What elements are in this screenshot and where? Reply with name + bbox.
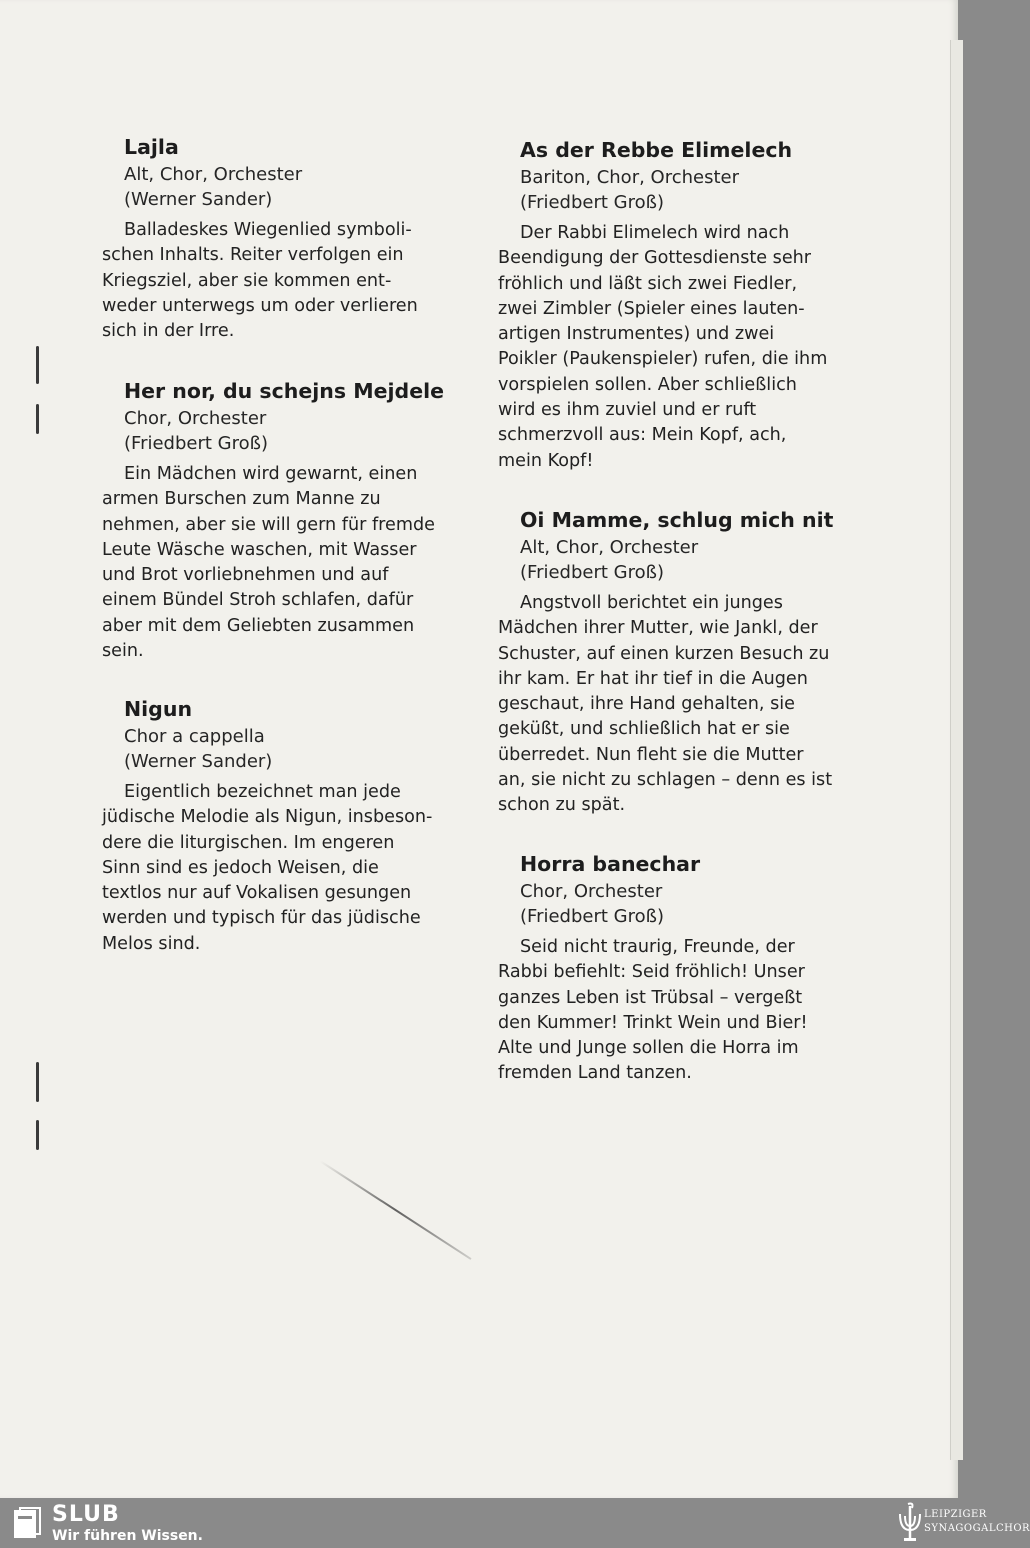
footer-bar <box>0 1498 1030 1548</box>
song-title: Lajla <box>124 135 179 159</box>
song-description: Der Rabbi Elimelech wird nach Beendigung der Gottesdienste sehr fröhlich und läßt sich zwei Fiedler, zwei Zimbler (Spieler eines lauten- artigen Instrumentes) und zwei Poikler (Paukenspieler) rufen, die ihm vorspielen sollen. Aber schließlich wird es ihm zuviel und er ruft schmerzvoll aus: Mein Kopf, ach, mein Kopf! <box>498 223 828 471</box>
choir-name-line2: SYNAGOGALCHOR <box>924 1523 1030 1534</box>
staple-mark <box>36 1120 39 1150</box>
song-description: Balladeskes Wiegenlied symboli- schen Inhalts. Reiter verfolgen ein Kriegsziel, aber sie kommen ent- weder unterwegs um oder verlieren sich in der Irre. <box>102 220 418 342</box>
song-title: Horra banechar <box>520 852 701 876</box>
song-entry <box>102 378 482 664</box>
choir-name <box>924 1508 1030 1536</box>
song-description: Seid nicht traurig, Freunde, der Rabbi befiehlt: Seid fröhlich! Unser ganzes Leben ist Trübsal – vergeßt den Kummer! Trinkt Wein und Bier! Alte und Junge sollen die Horra im fremden Land tanzen. <box>498 937 808 1084</box>
slub-book-icon[interactable] <box>12 1506 44 1540</box>
song-voices: Alt, Chor, Orchester <box>520 537 699 558</box>
song-entry <box>102 134 482 344</box>
song-entry <box>498 507 878 819</box>
menorah-icon <box>896 1502 924 1544</box>
song-arranger: (Friedbert Groß) <box>124 433 268 454</box>
song-arranger: (Friedbert Groß) <box>520 562 664 583</box>
song-arranger: (Friedbert Groß) <box>520 192 664 213</box>
song-entry <box>498 137 878 474</box>
song-voices: Chor a cappella <box>124 726 265 747</box>
staple-mark <box>36 1062 39 1102</box>
song-voices: Chor, Orchester <box>520 881 663 902</box>
song-entry <box>498 851 878 1087</box>
song-description: Ein Mädchen wird gewarnt, einen armen Burschen zum Manne zu nehmen, aber sie will gern für fremde Leute Wäsche waschen, mit Wasser und Brot vorliebnehmen und auf einem Bündel Stroh schlafen, dafür aber mit dem Geliebten zusammen sein. <box>102 464 435 662</box>
song-arranger: (Werner Sander) <box>124 751 273 772</box>
choir-name-line1: LEIPZIGER <box>924 1509 987 1520</box>
song-description: Angstvoll berichtet ein junges Mädchen ihrer Mutter, wie Jankl, der Schuster, auf einen kurzen Besuch zu ihr kam. Er hat ihr tief in die Augen geschaut, ihre Hand gehalten, sie geküßt, und schließlich hat er sie überredet. Nun fleht sie die Mutter an, sie nicht zu schlagen – denn es ist schon zu spät. <box>498 593 833 816</box>
song-title: Nigun <box>124 697 193 721</box>
page-edge <box>950 40 963 1460</box>
song-voices: Chor, Orchester <box>124 408 267 429</box>
slub-name[interactable]: SLUB <box>52 1502 120 1527</box>
song-description: Eigentlich bezeichnet man jede jüdische Melodie als Nigun, insbeson- dere die liturgischen. Im engeren Sinn sind es jedoch Weisen, die textlos nur auf Vokalisen gesungen werden und typisch für das jüdische Melos sind. <box>102 782 433 954</box>
slub-slogan: Wir führen Wissen. <box>52 1528 203 1544</box>
song-voices: Alt, Chor, Orchester <box>124 164 303 185</box>
song-title: Her nor, du schejns Mejdele <box>124 379 445 403</box>
song-title: As der Rebbe Elimelech <box>520 138 793 162</box>
song-arranger: (Werner Sander) <box>124 189 273 210</box>
song-title: Oi Mamme, schlug mich nit <box>520 508 834 532</box>
song-entry <box>102 696 482 957</box>
staple-mark <box>36 404 39 434</box>
scratch-mark <box>319 1160 471 1260</box>
staple-mark <box>36 346 39 384</box>
song-voices: Bariton, Chor, Orchester <box>520 167 739 188</box>
song-arranger: (Friedbert Groß) <box>520 906 664 927</box>
